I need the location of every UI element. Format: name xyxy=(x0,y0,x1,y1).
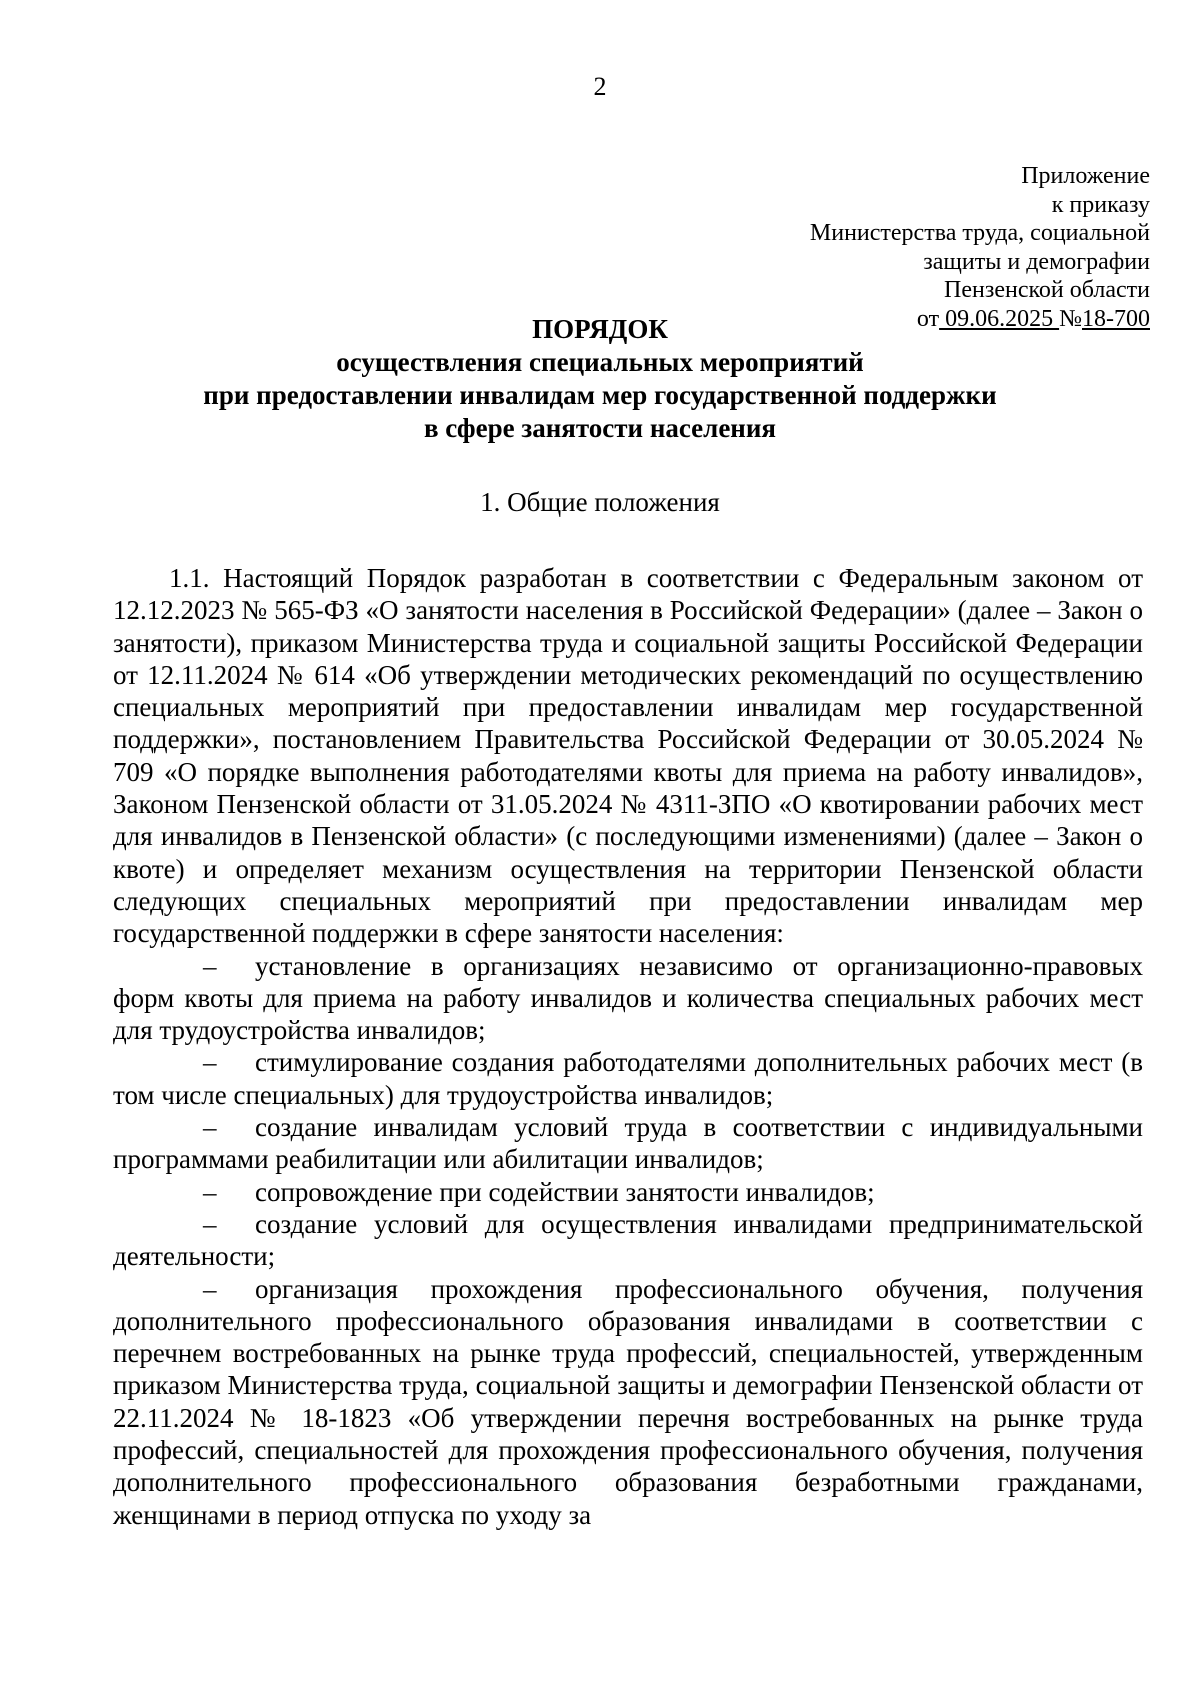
appendix-line: защиты и демографии xyxy=(923,248,1150,275)
document-title xyxy=(0,313,1200,445)
list-item-text: стимулирование создания работодателями дополнительных рабочих мест (в том числе специальных) для трудоустройства инвалидов; xyxy=(113,1047,1143,1110)
dash-marker: – xyxy=(203,1208,217,1239)
page-number: 2 xyxy=(593,72,607,101)
date-prefix: от xyxy=(916,305,940,332)
dash-marker: – xyxy=(203,1047,217,1078)
document-body xyxy=(113,562,1143,1531)
list-item xyxy=(113,1111,1143,1176)
list-item xyxy=(113,950,1143,1047)
list-item-text: установление в организациях независимо от организационно-правовых форм квоты для приема на работу инвалидов и количества специальных рабочих мест для трудоустройства инвалидов; xyxy=(113,950,1143,1046)
title-line: при предоставлении инвалидам мер государственной поддержки xyxy=(203,380,997,410)
appendix-line: Министерства труда, социальной xyxy=(809,220,1150,246)
list-item xyxy=(113,1208,1143,1273)
title-main: ПОРЯДОК xyxy=(532,314,668,344)
order-number: 18-700 xyxy=(1082,305,1150,332)
order-date: 09.06.2025 xyxy=(939,305,1060,332)
dash-marker: – xyxy=(203,1176,217,1207)
title-line: осуществления специальных мероприятий xyxy=(336,347,864,377)
list-item-text: сопровождение при содействии занятости инвалидов; xyxy=(255,1176,875,1207)
list-item xyxy=(113,1176,1143,1208)
list-item xyxy=(113,1046,1143,1111)
dash-marker: – xyxy=(203,1273,217,1304)
list-item-text: создание инвалидам условий труда в соответствии с индивидуальными программами реабилитации или абилитации инвалидов; xyxy=(113,1112,1143,1175)
list-item xyxy=(113,1273,1143,1531)
list-item-text: создание условий для осуществления инвалидами предпринимательской деятельности; xyxy=(113,1208,1143,1272)
dash-marker: – xyxy=(203,1112,217,1143)
appendix-line: Пензенской области xyxy=(944,277,1150,303)
list-item-text: организация прохождения профессионального обучения, получения дополнительного профессионального образования инвалидами в соответствии с перечнем востребованных на рынке труда профессий, специальностей, утвержденным приказом Министерства труда, социальной защиты и демографии Пензенской области от 22.11.2024 № 18-1823 «Об утверждении перечня востребованных на рынке труда профессий, специальностей для прохождения профессионального обучения, получения дополнительного профессионального образования безработными гражданами, женщинами в период отпуска по уходу за xyxy=(113,1273,1143,1530)
section-heading: 1. Общие положения xyxy=(480,487,720,517)
title-line: в сфере занятости населения xyxy=(423,413,777,443)
appendix-block xyxy=(730,162,1150,333)
paragraph-1-1: 1.1. Настоящий Порядок разработан в соответствии с Федеральным законом от 12.12.2023 № 565-ФЗ «О занятости населения в Российской Федерации» (далее – Закон о занятости), приказом Министерства труда и социальной защиты Российской Федерации от 12.11.2024 № 614 «Об утверждении методических рекомендаций по осуществлению специальных мероприятий при предоставлении инвалидам мер государственной поддержки», постановлением Правительства Российской Федерации от 30.05.2024 № 709 «О порядке выполнения работодателями квоты для приема на работу инвалидов», Законом Пензенской области от 31.05.2024 № 4311-ЗПО «О квотировании рабочих мест для инвалидов в Пензенской области» (с последующими изменениями) (далее – Закон о квоте) и определяет механизм осуществления на территории Пензенской области следующих специальных мероприятий при предоставлении инвалидам мер государственной поддержки в сфере занятости населения: xyxy=(113,563,1143,949)
appendix-line: к приказу xyxy=(1051,191,1150,218)
number-prefix: № xyxy=(1059,305,1082,332)
dash-marker: – xyxy=(203,950,217,981)
appendix-line: Приложение xyxy=(1021,163,1150,189)
